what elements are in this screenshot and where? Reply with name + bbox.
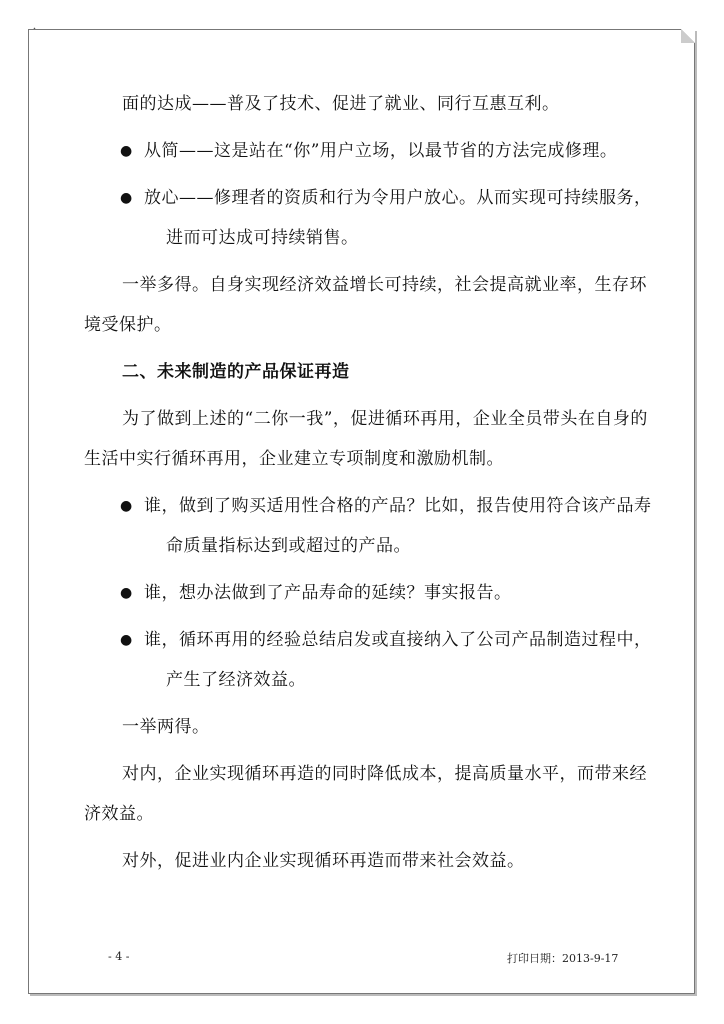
paragraph-5-line1: 对内，企业实现循环再造的同时降低成本，提高质量水平，而带来经 [122, 764, 647, 784]
paragraph-6: 对外，促进业内企业实现循环再造而带来社会效益。 [122, 851, 525, 871]
bullet-text-2-line2: 进而可达成可持续销售。 [166, 228, 359, 248]
bullet-item-5 [122, 620, 652, 700]
bullet-text-5-line1: 谁，循环再用的经验总结启发或直接纳入了公司产品制造过程中， [144, 630, 652, 650]
bullet-dot: ● [120, 498, 133, 514]
bullet-text-3-line1: 谁，做到了购买适用性合格的产品？比如，报告使用符合该产品寿 [144, 496, 652, 516]
bullet-item-4 [122, 573, 652, 613]
paragraph-3-line1: 为了做到上述的“二你一我”，促进循环再用，企业全员带头在自身的 [122, 409, 648, 429]
bullet-text-3-line2: 命质量指标达到或超过的产品。 [166, 536, 411, 556]
bullet-dot: ● [120, 585, 133, 601]
bullet-item-1 [122, 131, 652, 171]
bullet-item-2 [122, 178, 652, 258]
bullet-dot: ● [120, 632, 133, 648]
paragraph-5-line2: 济效益。 [84, 804, 154, 824]
bullet-dot: ● [120, 190, 133, 206]
paragraph-1: 面的达成——普及了技术、促进了就业、同行互惠互利。 [122, 94, 560, 114]
bullet-text-1: 从简——这是站在“你”用户立场，以最节省的方法完成修理。 [144, 141, 618, 161]
paragraph-2-line1: 一举多得。自身实现经济效益增长可持续，社会提高就业率，生存环 [122, 275, 647, 295]
bullet-text-2-line1: 放心——修理者的资质和行为令用户放心。从而实现可持续服务， [144, 188, 652, 208]
bullet-text-5-line2: 产生了经济效益。 [166, 670, 306, 690]
print-date: 打印日期：2013-9-17 [507, 952, 619, 965]
paragraph-2-line2: 境受保护。 [84, 315, 172, 335]
page-number: - 4 - [108, 950, 130, 963]
paragraph-4: 一举两得。 [122, 717, 210, 737]
bullet-item-3 [122, 486, 652, 566]
page-fold-corner [681, 29, 695, 43]
bullet-dot: ● [120, 143, 133, 159]
paragraph-3-line2: 生活中实行循环再用，企业建立专项制度和激励机制。 [84, 449, 504, 469]
section-heading: 二、未来制造的产品保证再造 [122, 362, 350, 382]
page-content [62, 84, 652, 881]
bullet-text-4: 谁，想办法做到了产品寿命的延续？事实报告。 [144, 583, 512, 603]
